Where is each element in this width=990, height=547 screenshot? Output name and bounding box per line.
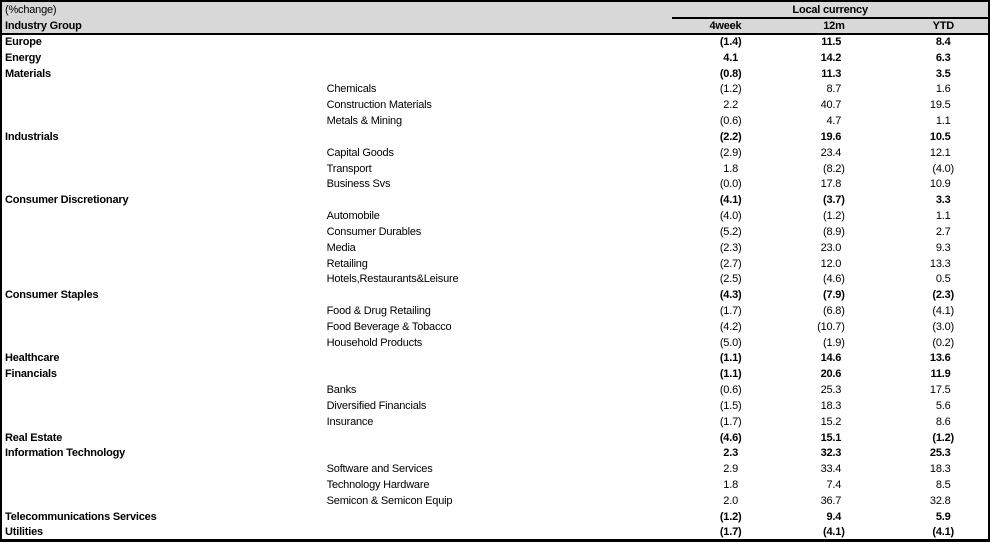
value-ytd xyxy=(850,113,989,129)
cell-value: (1.1) xyxy=(719,352,742,365)
cell-value: (4.0) xyxy=(719,210,742,223)
sub-industry-label: Chemicals xyxy=(326,83,377,96)
cell-value: 5.9 xyxy=(935,510,951,523)
value-4week xyxy=(672,192,745,208)
industry-group-label xyxy=(1,303,324,319)
value-12m xyxy=(745,240,849,256)
value-12m xyxy=(745,398,849,414)
sub-industry-label: Banks xyxy=(326,384,357,397)
sub-industry-label xyxy=(324,366,673,382)
value-ytd xyxy=(850,398,989,414)
industry-group-label xyxy=(1,240,324,256)
value-12m xyxy=(745,224,849,240)
cell-value: (7.9) xyxy=(823,289,845,302)
cell-value: 40.7 xyxy=(820,99,842,112)
industry-group-label: Energy xyxy=(5,51,42,64)
cell-value: (2.2) xyxy=(719,130,742,143)
col-header-ytd: YTD xyxy=(850,18,989,34)
sub-industry-label xyxy=(324,129,673,145)
cell-value: (1.5) xyxy=(719,399,742,412)
cell-value: 11.3 xyxy=(821,67,842,80)
industry-group-label: Information Technology xyxy=(5,447,126,460)
sub-industry-label xyxy=(324,34,673,50)
cell-value: 33.4 xyxy=(820,463,842,476)
cell-value: 13.3 xyxy=(929,257,951,270)
value-12m xyxy=(745,446,849,462)
value-12m xyxy=(745,525,849,541)
sub-industry-label: Insurance xyxy=(326,415,374,428)
industry-group-label xyxy=(1,256,324,272)
value-12m xyxy=(745,81,849,97)
value-12m xyxy=(745,208,849,224)
table-row xyxy=(1,34,989,50)
cell-value: 11.9 xyxy=(930,368,951,381)
value-12m xyxy=(745,256,849,272)
percent-change-label: (%change) xyxy=(5,4,57,16)
industry-group-label xyxy=(1,382,324,398)
value-12m xyxy=(745,414,849,430)
cell-value: 6.3 xyxy=(935,51,951,64)
value-12m xyxy=(745,287,849,303)
value-ytd xyxy=(850,335,989,351)
value-4week xyxy=(672,113,745,129)
cell-value: (1.4) xyxy=(719,36,742,49)
value-ytd xyxy=(850,303,989,319)
table-row xyxy=(1,382,989,398)
table-row xyxy=(1,525,989,541)
cell-value: 13.6 xyxy=(929,352,951,365)
value-ytd xyxy=(850,509,989,525)
cell-value: 2.7 xyxy=(935,225,951,238)
table-row xyxy=(1,461,989,477)
value-ytd xyxy=(850,461,989,477)
cell-value: (1.7) xyxy=(719,525,742,538)
cell-value: 12.1 xyxy=(929,146,951,159)
industry-group-label: Consumer Discretionary xyxy=(5,194,129,207)
value-12m xyxy=(745,34,849,50)
cell-value: 25.3 xyxy=(929,447,951,460)
cell-value: (3.7) xyxy=(823,194,845,207)
table-row xyxy=(1,113,989,129)
table-header xyxy=(1,1,989,34)
cell-value: 1.1 xyxy=(935,115,951,128)
table-body xyxy=(1,34,989,541)
cell-value: 32.3 xyxy=(820,447,842,460)
cell-value: (1.7) xyxy=(719,415,742,428)
industry-group-label: Utilities xyxy=(5,525,43,538)
value-4week xyxy=(672,208,745,224)
industry-group-header: Industry Group xyxy=(1,18,672,34)
sub-industry-label: Media xyxy=(326,241,356,254)
table-row xyxy=(1,176,989,192)
value-4week xyxy=(672,287,745,303)
industry-group-label xyxy=(1,208,324,224)
value-ytd xyxy=(850,192,989,208)
cell-value: 2.0 xyxy=(723,494,738,507)
industry-group-label xyxy=(1,113,324,129)
cell-value: 17.8 xyxy=(820,178,842,191)
value-4week xyxy=(672,81,745,97)
cell-value: 23.0 xyxy=(820,241,842,254)
value-4week xyxy=(672,129,745,145)
value-4week xyxy=(672,271,745,287)
cell-value: (2.9) xyxy=(719,146,742,159)
header-row-columns xyxy=(1,18,989,34)
value-ytd xyxy=(850,351,989,367)
table-row xyxy=(1,208,989,224)
cell-value: 19.6 xyxy=(820,130,842,143)
cell-value: 18.3 xyxy=(929,463,951,476)
table-row xyxy=(1,335,989,351)
cell-value: (2.3) xyxy=(932,289,954,302)
value-12m xyxy=(745,382,849,398)
table-row xyxy=(1,224,989,240)
table-row xyxy=(1,430,989,446)
cell-value: 4.7 xyxy=(826,115,842,128)
value-12m xyxy=(745,145,849,161)
value-ytd xyxy=(850,224,989,240)
industry-group-label xyxy=(1,145,324,161)
cell-value: (1.2) xyxy=(719,510,742,523)
industry-group-label xyxy=(1,493,324,509)
value-12m xyxy=(745,271,849,287)
value-12m xyxy=(745,129,849,145)
value-4week xyxy=(672,525,745,541)
cell-value: 2.9 xyxy=(723,463,738,476)
cell-value: (4.1) xyxy=(932,304,954,317)
industry-group-label xyxy=(1,319,324,335)
value-ytd xyxy=(850,129,989,145)
industry-group-label xyxy=(1,161,324,177)
cell-value: (1.2) xyxy=(823,210,845,223)
value-ytd xyxy=(850,81,989,97)
value-ytd xyxy=(850,240,989,256)
industry-group-label: Financials xyxy=(5,368,57,381)
value-4week xyxy=(672,382,745,398)
value-12m xyxy=(745,192,849,208)
sub-industry-label xyxy=(324,525,673,541)
industry-group-label xyxy=(1,224,324,240)
cell-value: 23.4 xyxy=(820,146,842,159)
industry-group-label xyxy=(1,461,324,477)
local-currency-header: Local currency xyxy=(672,1,989,18)
table-row xyxy=(1,287,989,303)
cell-value: 10.9 xyxy=(929,178,951,191)
value-12m xyxy=(745,66,849,82)
value-4week xyxy=(672,145,745,161)
cell-value: (10.7) xyxy=(817,320,845,333)
sub-industry-label: Business Svs xyxy=(326,178,391,191)
sub-industry-label xyxy=(324,351,673,367)
cell-value: 14.6 xyxy=(820,352,842,365)
value-12m xyxy=(745,303,849,319)
sub-industry-label: Food & Drug Retailing xyxy=(326,304,431,317)
cell-value: 2.2 xyxy=(723,99,738,112)
cell-value: 17.5 xyxy=(929,384,951,397)
cell-value: (1.7) xyxy=(719,304,742,317)
value-12m xyxy=(745,113,849,129)
industry-group-label xyxy=(1,398,324,414)
header-row-currency xyxy=(1,1,989,18)
sub-industry-label: Diversified Financials xyxy=(326,399,427,412)
sub-industry-label: Retailing xyxy=(326,257,368,270)
cell-value: 15.1 xyxy=(820,431,842,444)
sub-industry-label: Consumer Durables xyxy=(326,225,422,238)
value-ytd xyxy=(850,287,989,303)
value-4week xyxy=(672,366,745,382)
sub-industry-label xyxy=(324,509,673,525)
sub-industry-label: Transport xyxy=(326,162,372,175)
cell-value: (4.0) xyxy=(932,162,954,175)
industry-group-label: Telecommunications Services xyxy=(5,510,157,523)
table-row xyxy=(1,477,989,493)
sub-industry-label xyxy=(324,446,673,462)
table-row xyxy=(1,50,989,66)
industry-group-label: Real Estate xyxy=(5,431,63,444)
value-ytd xyxy=(850,256,989,272)
value-ytd xyxy=(850,208,989,224)
col-header-4week: 4week xyxy=(672,18,745,34)
table-row xyxy=(1,398,989,414)
table-row xyxy=(1,351,989,367)
sub-industry-label: Capital Goods xyxy=(326,146,394,159)
value-ytd xyxy=(850,97,989,113)
value-4week xyxy=(672,240,745,256)
cell-value: (2.7) xyxy=(719,257,742,270)
value-4week xyxy=(672,335,745,351)
cell-value: 1.8 xyxy=(723,479,738,492)
table-row xyxy=(1,509,989,525)
cell-value: 8.5 xyxy=(935,479,951,492)
value-ytd xyxy=(850,430,989,446)
cell-value: (0.2) xyxy=(932,336,954,349)
value-12m xyxy=(745,351,849,367)
industry-group-label xyxy=(1,414,324,430)
cell-value: (3.0) xyxy=(932,320,954,333)
value-ytd xyxy=(850,477,989,493)
cell-value: (0.6) xyxy=(719,384,742,397)
value-4week xyxy=(672,493,745,509)
value-ytd xyxy=(850,176,989,192)
industry-group-label: Materials xyxy=(5,67,51,80)
industry-group-label xyxy=(1,81,324,97)
value-ytd xyxy=(850,145,989,161)
cell-value: (5.2) xyxy=(719,225,742,238)
col-header-12m: 12m xyxy=(745,18,849,34)
cell-value: (4.1) xyxy=(719,194,742,207)
cell-value: (0.6) xyxy=(719,115,742,128)
value-4week xyxy=(672,256,745,272)
cell-value: (8.2) xyxy=(823,162,845,175)
table-row xyxy=(1,446,989,462)
cell-value: 1.8 xyxy=(723,162,738,175)
sub-industry-label xyxy=(324,50,673,66)
value-4week xyxy=(672,176,745,192)
cell-value: 9.3 xyxy=(935,241,951,254)
value-4week xyxy=(672,509,745,525)
value-4week xyxy=(672,66,745,82)
table-row xyxy=(1,66,989,82)
value-ytd xyxy=(850,525,989,541)
sub-industry-label xyxy=(324,287,673,303)
value-12m xyxy=(745,161,849,177)
value-12m xyxy=(745,493,849,509)
sub-industry-label: Technology Hardware xyxy=(326,479,430,492)
value-4week xyxy=(672,97,745,113)
cell-value: (1.2) xyxy=(719,83,742,96)
table-row xyxy=(1,161,989,177)
table-row xyxy=(1,366,989,382)
cell-value: 2.3 xyxy=(723,447,738,460)
value-ytd xyxy=(850,382,989,398)
value-12m xyxy=(745,176,849,192)
cell-value: 18.3 xyxy=(820,399,842,412)
sub-industry-label xyxy=(324,66,673,82)
cell-value: 3.3 xyxy=(935,194,951,207)
cell-value: 25.3 xyxy=(820,384,842,397)
cell-value: 15.2 xyxy=(820,415,842,428)
value-4week xyxy=(672,477,745,493)
value-ytd xyxy=(850,493,989,509)
sub-industry-label: Semicon & Semicon Equip xyxy=(326,494,453,507)
industry-group-label: Industrials xyxy=(5,130,59,143)
table-row xyxy=(1,129,989,145)
value-4week xyxy=(672,319,745,335)
cell-value: 20.6 xyxy=(820,368,842,381)
industry-group-label: Europe xyxy=(5,36,42,49)
value-4week xyxy=(672,161,745,177)
value-ytd xyxy=(850,366,989,382)
value-ytd xyxy=(850,66,989,82)
value-ytd xyxy=(850,446,989,462)
cell-value: 1.6 xyxy=(935,83,951,96)
value-4week xyxy=(672,446,745,462)
value-12m xyxy=(745,335,849,351)
industry-group-label xyxy=(1,477,324,493)
sub-industry-label: Software and Services xyxy=(326,463,433,476)
table-row xyxy=(1,240,989,256)
value-4week xyxy=(672,351,745,367)
cell-value: 12.0 xyxy=(820,257,842,270)
cell-value: (4.6) xyxy=(823,273,845,286)
value-12m xyxy=(745,461,849,477)
table-row xyxy=(1,271,989,287)
cell-value: (2.5) xyxy=(719,273,742,286)
value-ytd xyxy=(850,50,989,66)
sub-industry-label: Hotels,Restaurants&Leisure xyxy=(326,273,459,286)
cell-value: (4.1) xyxy=(823,525,845,538)
cell-value: 0.5 xyxy=(935,273,951,286)
table-row xyxy=(1,81,989,97)
cell-value: 5.6 xyxy=(935,399,951,412)
table-row xyxy=(1,97,989,113)
cell-value: 8.7 xyxy=(826,83,842,96)
cell-value: 7.4 xyxy=(826,479,842,492)
cell-value: (1.2) xyxy=(932,431,954,444)
table-row xyxy=(1,319,989,335)
industry-group-label xyxy=(1,335,324,351)
sub-industry-label: Household Products xyxy=(326,336,423,349)
value-4week xyxy=(672,224,745,240)
cell-value: 19.5 xyxy=(929,99,951,112)
cell-value: 32.8 xyxy=(929,494,951,507)
industry-group-label: Healthcare xyxy=(5,352,60,365)
cell-value: 10.5 xyxy=(929,130,951,143)
cell-value: (8.9) xyxy=(823,225,845,238)
table-row xyxy=(1,256,989,272)
sub-industry-label xyxy=(324,430,673,446)
value-12m xyxy=(745,319,849,335)
cell-value: (1.9) xyxy=(823,336,845,349)
value-4week xyxy=(672,461,745,477)
cell-value: (0.0) xyxy=(719,178,742,191)
value-12m xyxy=(745,97,849,113)
industry-group-label xyxy=(1,176,324,192)
value-4week xyxy=(672,34,745,50)
table-row xyxy=(1,493,989,509)
cell-value: 9.4 xyxy=(826,510,842,523)
value-4week xyxy=(672,303,745,319)
value-ytd xyxy=(850,34,989,50)
value-4week xyxy=(672,50,745,66)
value-ytd xyxy=(850,319,989,335)
cell-value: 11.5 xyxy=(821,36,842,49)
value-12m xyxy=(745,366,849,382)
cell-value: (4.6) xyxy=(719,431,742,444)
table-row xyxy=(1,414,989,430)
cell-value: 8.6 xyxy=(935,415,951,428)
value-4week xyxy=(672,430,745,446)
industry-group-label: Consumer Staples xyxy=(5,289,99,302)
value-12m xyxy=(745,477,849,493)
sub-industry-label xyxy=(324,192,673,208)
cell-value: 1.1 xyxy=(935,210,951,223)
value-ytd xyxy=(850,414,989,430)
cell-value: 36.7 xyxy=(820,494,842,507)
cell-value: 4.1 xyxy=(723,51,738,64)
sub-industry-label: Food Beverage & Tobacco xyxy=(326,320,452,333)
value-12m xyxy=(745,509,849,525)
sub-industry-label: Metals & Mining xyxy=(326,115,402,128)
cell-value: 14.2 xyxy=(820,51,842,64)
table-row xyxy=(1,145,989,161)
cell-value: (4.3) xyxy=(719,289,742,302)
industry-group-label xyxy=(1,97,324,113)
cell-value: (5.0) xyxy=(719,336,742,349)
cell-value: 8.4 xyxy=(935,36,951,49)
value-4week xyxy=(672,414,745,430)
cell-value: (2.3) xyxy=(719,241,742,254)
sub-industry-label: Construction Materials xyxy=(326,99,432,112)
cell-value: (0.8) xyxy=(719,67,742,80)
cell-value: (6.8) xyxy=(823,304,845,317)
value-ytd xyxy=(850,271,989,287)
cell-value: 3.5 xyxy=(935,67,951,80)
value-4week xyxy=(672,398,745,414)
cell-value: (4.1) xyxy=(932,525,954,538)
industry-group-label xyxy=(1,271,324,287)
value-12m xyxy=(745,430,849,446)
value-ytd xyxy=(850,161,989,177)
sub-industry-label: Automobile xyxy=(326,210,380,223)
table-row xyxy=(1,192,989,208)
value-12m xyxy=(745,50,849,66)
table-row xyxy=(1,303,989,319)
cell-value: (4.2) xyxy=(719,320,742,333)
cell-value: (1.1) xyxy=(719,368,742,381)
